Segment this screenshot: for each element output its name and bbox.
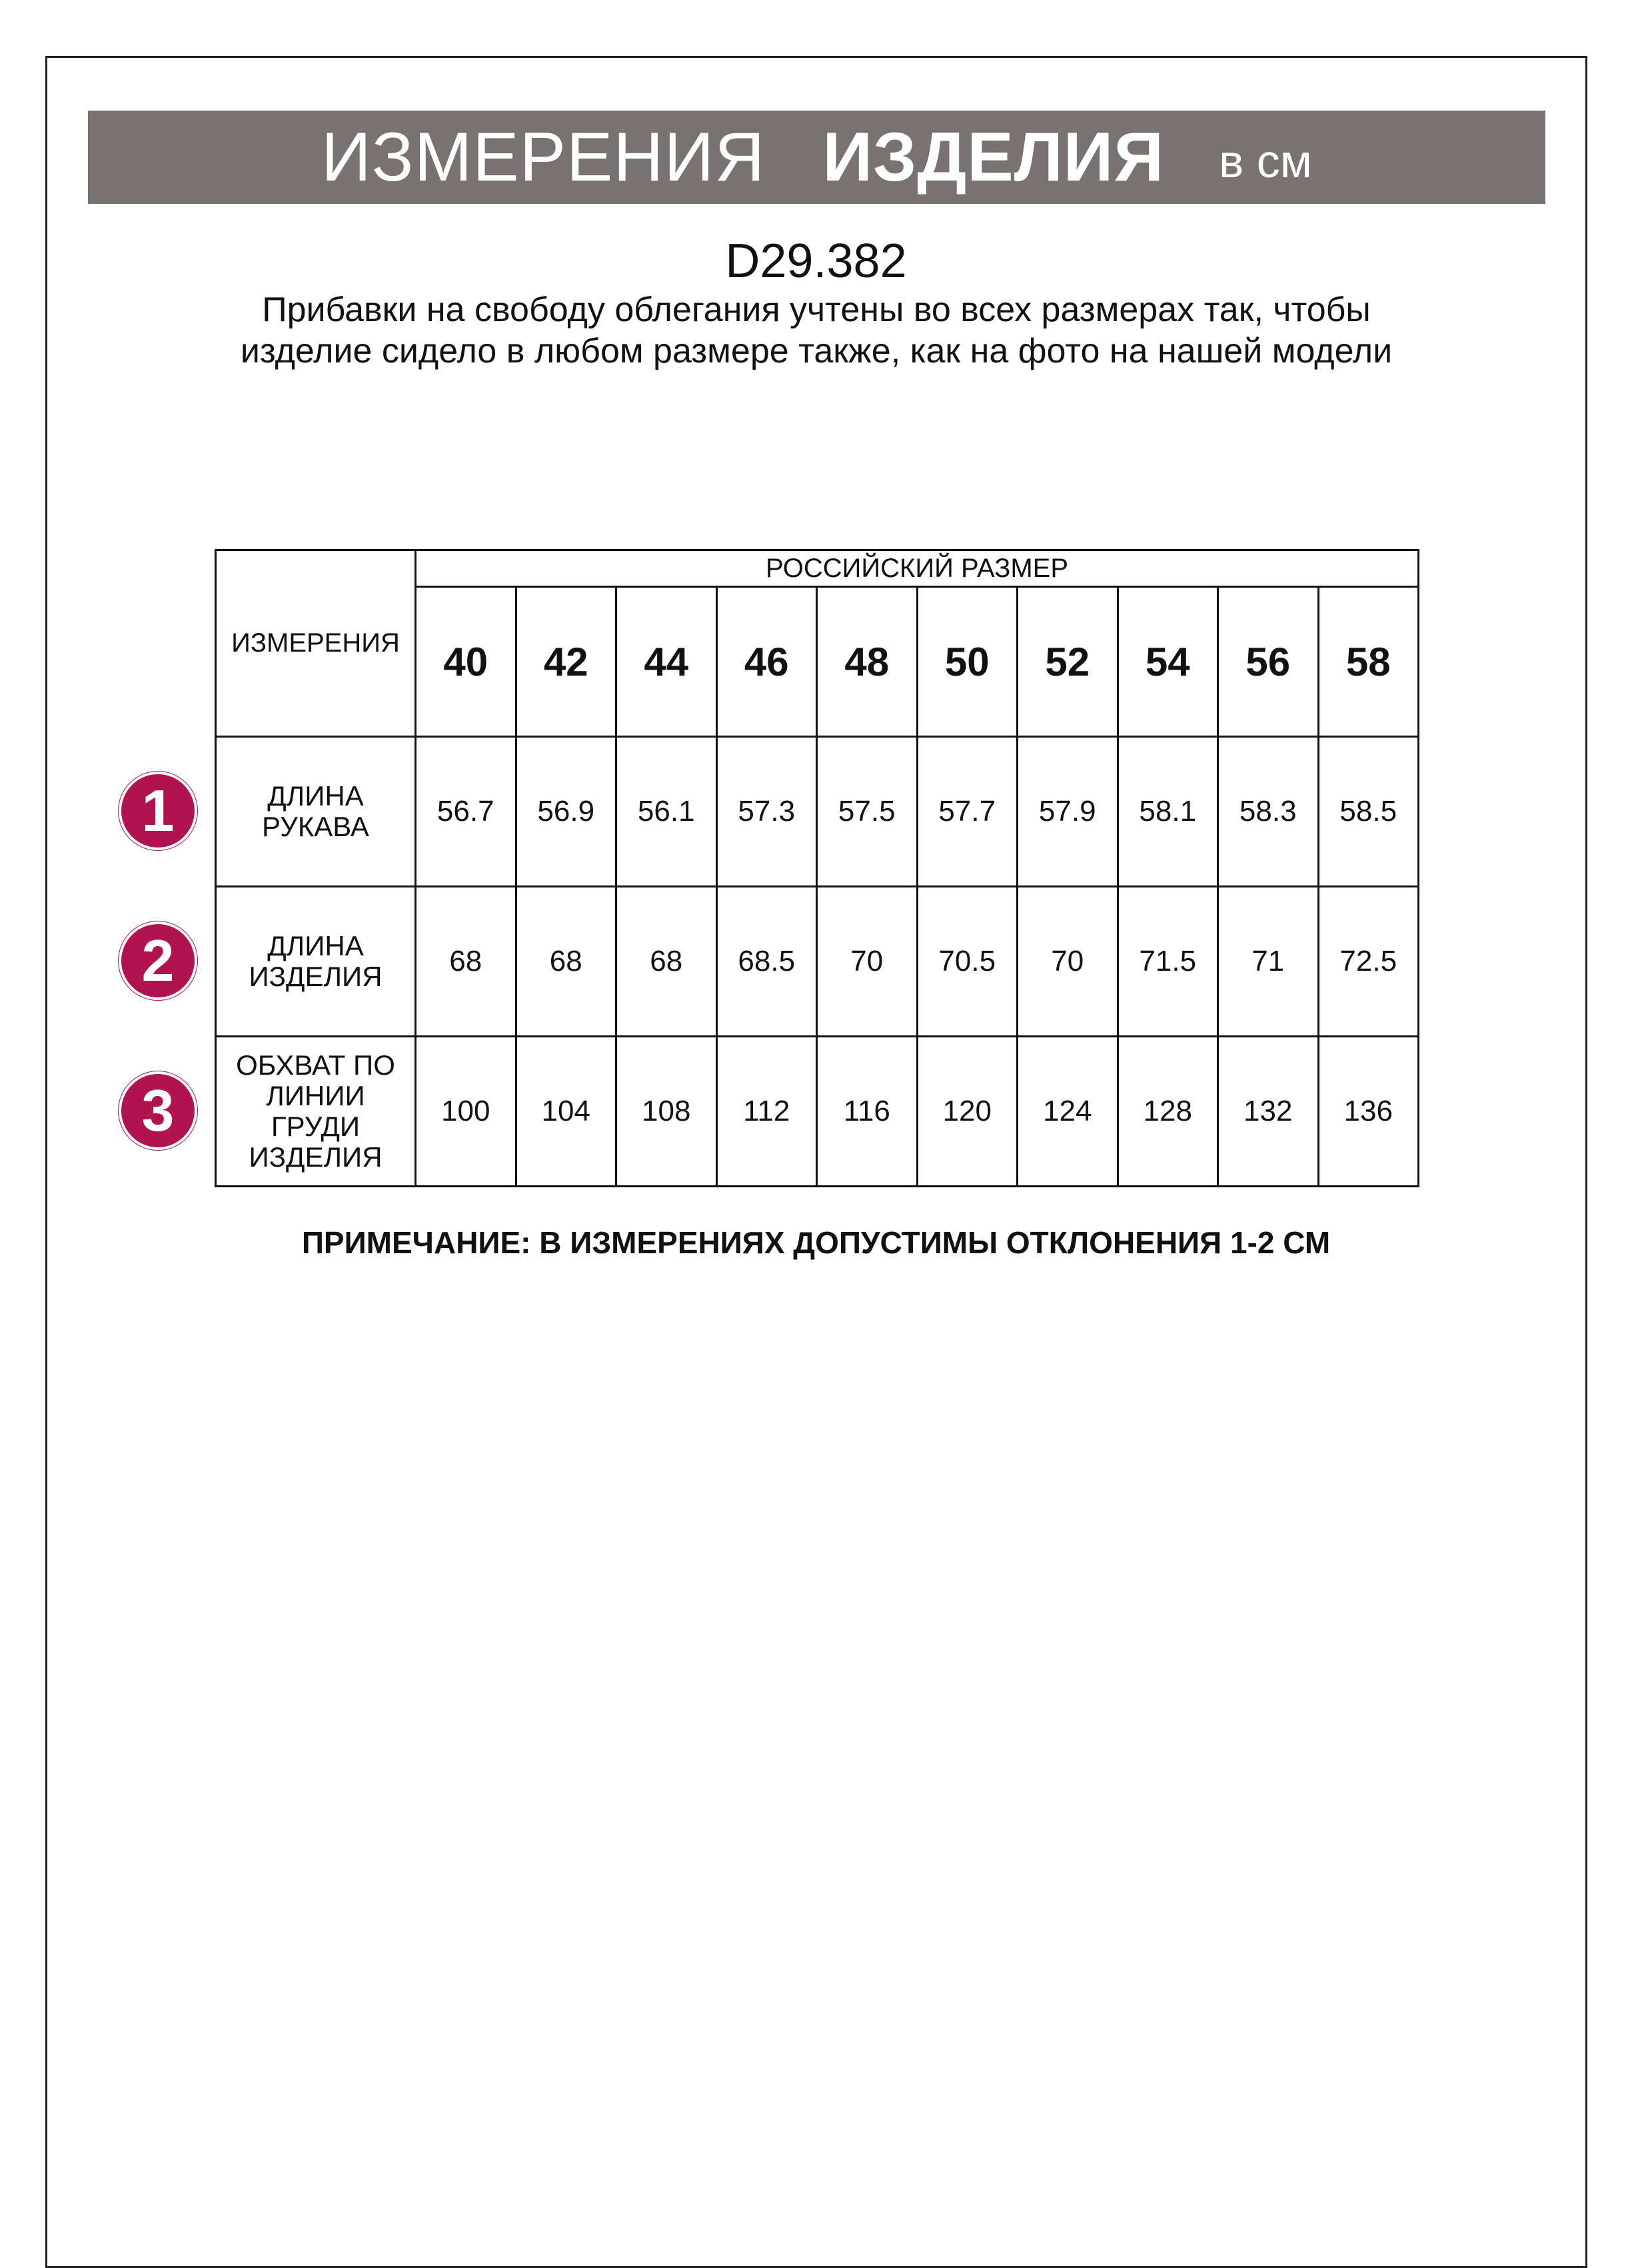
table-cell: 70: [817, 887, 918, 1037]
row-label: [216, 887, 416, 1037]
title-unit: в см: [1219, 135, 1312, 187]
size-50: 50: [917, 587, 1018, 737]
table-cell: 72.5: [1318, 887, 1419, 1037]
title-bold: ИЗДЕЛИЯ: [822, 118, 1165, 196]
table-cell: 132: [1218, 1037, 1319, 1187]
row-label-line: ЛИНИИ: [266, 1080, 365, 1111]
table-cell: 120: [917, 1037, 1018, 1187]
header-row-top: [216, 550, 1419, 587]
row-label-line: РУКАВА: [262, 811, 369, 842]
table-cell: 70: [1018, 887, 1118, 1037]
table-row: [216, 1037, 1419, 1187]
size-40: 40: [416, 587, 516, 737]
row-label-line: ГРУДИ: [271, 1111, 361, 1142]
size-46: 46: [716, 587, 817, 737]
row-number-badge: 1: [119, 772, 197, 850]
table-cell: 57.5: [817, 737, 918, 887]
table-row: [216, 737, 1419, 887]
size-54: 54: [1118, 587, 1218, 737]
table-cell: 56.1: [616, 737, 717, 887]
size-52: 52: [1018, 587, 1118, 737]
size-56: 56: [1218, 587, 1319, 737]
table-cell: 116: [817, 1037, 918, 1187]
title-bar: [88, 111, 1545, 204]
table-cell: 68: [616, 887, 717, 1037]
row-label-line: ДЛИНА: [267, 780, 364, 812]
table-cell: 57.7: [917, 737, 1018, 887]
size-44: 44: [616, 587, 717, 737]
table-cell: 58.3: [1218, 737, 1319, 887]
table-cell: 124: [1018, 1037, 1118, 1187]
table-cell: 70.5: [917, 887, 1018, 1037]
table-cell: 71: [1218, 887, 1319, 1037]
table-row: [216, 887, 1419, 1037]
table-cell: 58.5: [1318, 737, 1419, 887]
row-label-line: ДЛИНА: [267, 930, 364, 961]
table-cell: 112: [716, 1037, 817, 1187]
row-label-line: ИЗДЕЛИЯ: [249, 1141, 383, 1173]
table-cell: 108: [616, 1037, 717, 1187]
size-table: [215, 549, 1419, 1187]
size-58: 58: [1318, 587, 1419, 737]
table-cell: 104: [516, 1037, 616, 1187]
row-label: [216, 1037, 416, 1187]
table-cell: 58.1: [1118, 737, 1218, 887]
row-label-line: ИЗДЕЛИЯ: [249, 961, 383, 992]
table-cell: 100: [416, 1037, 516, 1187]
table-cell: 56.7: [416, 737, 516, 887]
table-cell: 136: [1318, 1037, 1419, 1187]
size-header: РОССИЙСКИЙ РАЗМЕР: [416, 550, 1419, 587]
tolerance-note: ПРИМЕЧАНИЕ: В ИЗМЕРЕНИЯХ ДОПУСТИМЫ ОТКЛОНЕНИЯ 1-2 СМ: [301, 1225, 1331, 1260]
row-label: [216, 737, 416, 887]
row-number-badge: 3: [119, 1071, 197, 1150]
title-light: ИЗМЕРЕНИЯ: [321, 118, 766, 196]
article-number: D29.382: [725, 235, 907, 288]
size-48: 48: [817, 587, 918, 737]
row-number-badge: 2: [119, 921, 197, 1000]
row-label-line: ОБХВАТ ПО: [236, 1049, 395, 1081]
table-cell: 68: [516, 887, 616, 1037]
table-cell: 71.5: [1118, 887, 1218, 1037]
table-cell: 56.9: [516, 737, 616, 887]
fit-description: Прибавки на свободу облегания учтены во всех размерах так, чтобы изделие сидело в любом размере также, как на фото на нашей модели: [240, 290, 1393, 370]
size-42: 42: [516, 587, 616, 737]
measure-header: ИЗМЕРЕНИЯ: [216, 550, 416, 737]
table-cell: 68: [416, 887, 516, 1037]
table-cell: 128: [1118, 1037, 1218, 1187]
table-cell: 57.3: [716, 737, 817, 887]
table-cell: 57.9: [1018, 737, 1118, 887]
table-cell: 68.5: [716, 887, 817, 1037]
